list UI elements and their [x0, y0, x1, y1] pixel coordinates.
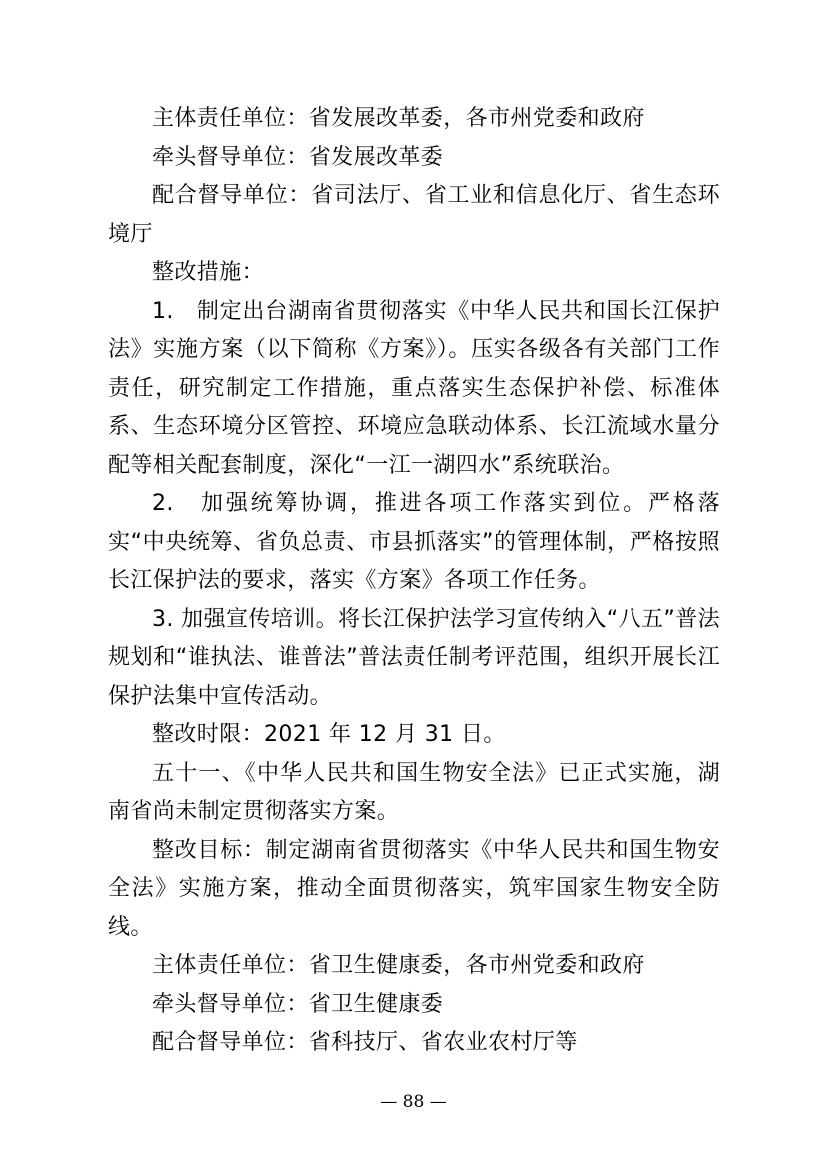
- paragraph-lead-supervisor-2: 牵头督导单位：省卫生健康委: [152, 991, 444, 1017]
- paragraph-main-responsible-unit-1: 主体责任单位：省发展改革委，各市州党委和政府: [152, 106, 645, 131]
- paragraph-item-51: 五十一、《中华人民共和国生物安全法》已正式实施，湖南省尚未制定贯彻落实方案。: [108, 760, 720, 824]
- paragraph-measure-2: 2. 加强统筹协调，推进各项工作落实到位。严格落实“中央统筹、省负总责、市县抓落实”的管理体制，严格按照长江保护法的要求，落实《方案》各项工作任务。: [108, 491, 720, 593]
- paragraph-rectification-goal: 整改目标：制定湖南省贯彻落实《中华人民共和国生物安全法》实施方案，推动全面贯彻落实，筑牢国家生物安全防线。: [108, 837, 720, 940]
- paragraph-lead-supervisor-1: 牵头督导单位：省发展改革委: [152, 144, 444, 170]
- paragraph-cooperating-supervisor-2: 配合督导单位：省科技厅、省农业农村厅等: [152, 1030, 578, 1055]
- paragraph-rectification-measures-heading: 整改措施：: [152, 260, 265, 285]
- paragraph-measure-3: 3. 加强宣传培训。将长江保护法学习宣传纳入“八五”普法规划和“谁执法、谁普法”普法责任制考评范围，组织开展长江保护法集中宣传活动。: [108, 606, 720, 709]
- paragraph-measure-1: 1. 制定出台湖南省贯彻落实《中华人民共和国长江保护法》实施方案（以下简称《方案》）。压实各级各有关部门工作责任，研究制定工作措施，重点落实生态保护补偿、标准体系、生态环境分区管控、环境应急联动体系、长江流域水量分配等相关配套制度，深化“一江一湖四水”系统联治。: [108, 298, 720, 478]
- paragraph-deadline: 整改时限：2021 年 12 月 31 日。: [152, 722, 506, 747]
- page-number: — 88 —: [380, 1092, 447, 1112]
- paragraph-cooperating-supervisor-1: 配合督导单位：省司法厅、省工业和信息化厅、省生态环境厅: [108, 183, 720, 247]
- paragraph-main-responsible-unit-2: 主体责任单位：省卫生健康委，各市州党委和政府: [152, 953, 645, 978]
- document-body: [108, 100, 720, 1063]
